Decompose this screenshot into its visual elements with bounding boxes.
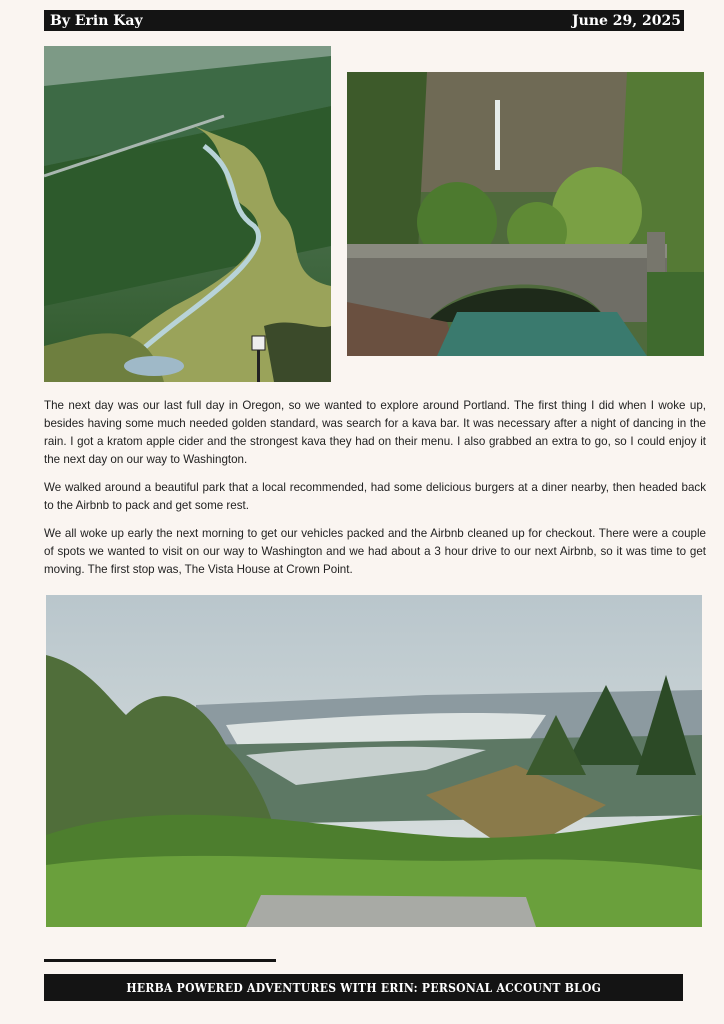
paragraph-1: The next day was our last full day in Oregon, so we wanted to explore around Portland. The first thing I did when I woke up, besides having some much needed golden standard, was search for a kava bar. It was necessary after a night of dancing in the rain. I got a kratom apple cider and the strongest kava they had on their menu. I also grabbed an extra to go, so I could enjoy it the next day on our way to Washington. bbox=[44, 399, 706, 466]
footer-divider bbox=[44, 959, 276, 962]
waterfall-bridge-photo bbox=[347, 72, 704, 356]
blog-title: HERBA POWERED ADVENTURES WITH ERIN: PERSONAL ACCOUNT BLOG bbox=[126, 980, 601, 995]
header-bar bbox=[44, 10, 684, 31]
gorge-overlook-photo bbox=[46, 595, 702, 927]
footer-bar bbox=[44, 974, 683, 1001]
paragraph-3: We all woke up early the next morning to get our vehicles packed and the Airbnb cleaned up for checkout. There were a couple of spots we wanted to visit on our way to Washington and we had about a 3 hour drive to our next Airbnb, so it was time to get moving. The first stop was, The Vista House at Crown Point. bbox=[44, 527, 706, 576]
post-date: June 29, 2025 bbox=[572, 12, 681, 29]
author-byline: By Erin Kay bbox=[50, 12, 143, 29]
article-body bbox=[44, 397, 706, 589]
valley-river-photo bbox=[44, 46, 331, 382]
paragraph-2: We walked around a beautiful park that a local recommended, had some delicious burgers at a diner nearby, then headed back to the Airbnb to pack and get some rest. bbox=[44, 481, 706, 512]
